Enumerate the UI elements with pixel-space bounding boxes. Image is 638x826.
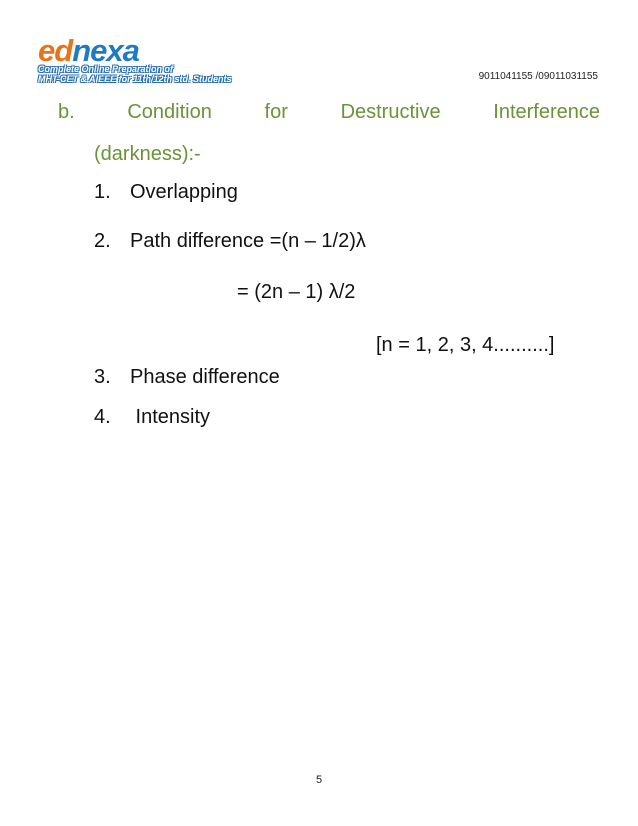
logo-tagline-1: Complete Online Preparation of — [38, 64, 174, 74]
heading-word: Condition — [127, 101, 212, 123]
heading-continuation: (darkness):- — [94, 143, 201, 165]
logo-wordmark: ednexa — [38, 33, 139, 68]
heading-word: Destructive — [340, 101, 441, 123]
list-item — [94, 180, 238, 204]
section-heading — [58, 100, 600, 165]
heading-marker: b. — [58, 101, 75, 123]
ednexa-logo — [38, 33, 232, 84]
item-text: Path difference =(n – 1/2)λ — [130, 230, 366, 252]
equation-continuation: = (2n – 1) λ/2 — [237, 281, 356, 303]
list-item — [94, 405, 210, 429]
n-values: [n = 1, 2, 3, 4..........] — [376, 334, 555, 356]
item-number: 2. — [94, 230, 111, 252]
item-text: Intensity — [130, 406, 211, 428]
phone-numbers: 9011041155 /09011031155 — [478, 71, 598, 82]
item-number: 3. — [94, 366, 111, 388]
item-text: Overlapping — [130, 181, 238, 203]
heading-word: for — [264, 101, 288, 123]
item-text: Phase difference — [130, 366, 280, 388]
heading-word: Interference — [493, 101, 600, 123]
item-number: 1. — [94, 181, 111, 203]
list-item — [94, 365, 280, 389]
page-number: 5 — [315, 774, 323, 786]
item-number: 4. — [94, 406, 111, 428]
list-item — [94, 229, 366, 253]
logo-tagline-2: MHT-CET & AIEEE for 11th/12th std. Students — [38, 74, 232, 84]
